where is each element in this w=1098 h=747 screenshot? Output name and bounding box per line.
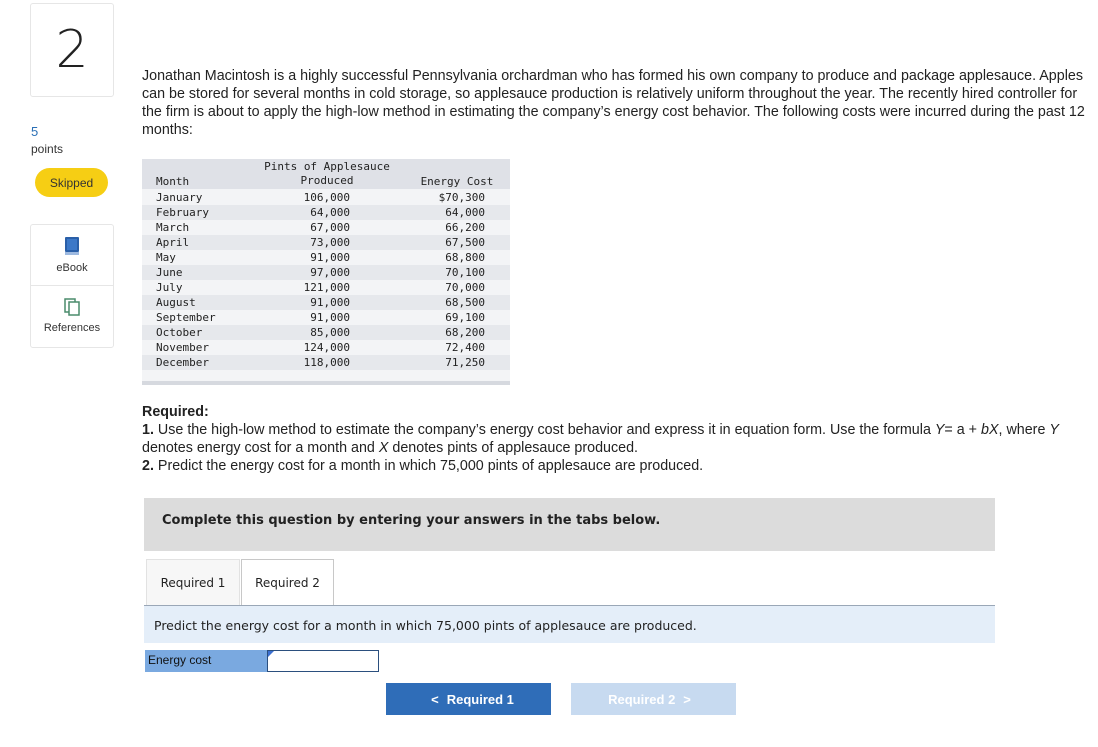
cell-month: January bbox=[156, 191, 203, 204]
cell-energy: 70,100 bbox=[445, 266, 485, 279]
next-required-button[interactable] bbox=[571, 683, 736, 715]
references-link[interactable]: References bbox=[43, 322, 101, 334]
cell-energy: 69,100 bbox=[445, 311, 485, 324]
chevron-right-icon: > bbox=[683, 691, 691, 707]
item1-number: 1. bbox=[142, 422, 154, 438]
cell-month: December bbox=[156, 356, 209, 369]
cell-month: October bbox=[156, 326, 203, 339]
status-badge: Skipped bbox=[35, 168, 108, 197]
tab-required-2[interactable]: Required 2 bbox=[241, 559, 334, 605]
table-row bbox=[142, 220, 510, 235]
item1-text-c: , where bbox=[998, 422, 1046, 438]
item1-formula-a: Y bbox=[934, 422, 945, 438]
cell-energy: 64,000 bbox=[445, 206, 485, 219]
prompt-bar bbox=[144, 606, 995, 643]
cell-energy: 68,200 bbox=[445, 326, 485, 339]
header-pints bbox=[252, 160, 402, 188]
required-heading: Required: bbox=[142, 404, 209, 420]
input-flag-icon bbox=[268, 651, 274, 657]
header-pints-line1: Pints of Applesauce bbox=[264, 160, 390, 173]
question-intro: Jonathan Macintosh is a highly successful Pennsylvania orchardman who has formed his own company to produce and package applesauce. Apples can be stored for several months in cold storage, so applesauce production is relatively uniform throughout the year. The recently hired controller for the firm is about to apply the high-low method in estimating the company’s energy cost behavior. The following costs were incurred during the past 12 months: bbox=[142, 68, 1085, 138]
energy-cost-label: Energy cost bbox=[145, 650, 267, 672]
instructions-bar bbox=[144, 498, 995, 551]
item1-text-a: Use the high-low method to estimate the company’s energy cost behavior and express it in equation form. Use the formula bbox=[157, 422, 931, 438]
cell-pints: 97,000 bbox=[310, 266, 350, 279]
next-button-label: Required 2 bbox=[608, 691, 676, 707]
table-row bbox=[142, 310, 510, 325]
instructions-text: Complete this question by entering your answers in the tabs below. bbox=[162, 513, 661, 528]
header-pints-line2: Produced bbox=[300, 174, 354, 187]
cell-month: July bbox=[156, 281, 183, 294]
cell-month: April bbox=[156, 236, 190, 249]
prev-button-label: Required 1 bbox=[446, 691, 514, 707]
required-section bbox=[142, 403, 1072, 475]
chevron-left-icon: < bbox=[431, 691, 439, 707]
table-row bbox=[142, 265, 510, 280]
item2-text: Predict the energy cost for a month in which 75,000 pints of applesauce are produced. bbox=[157, 458, 704, 474]
cell-energy: $70,300 bbox=[438, 191, 485, 204]
cell-month: March bbox=[156, 221, 190, 234]
cell-energy: 67,500 bbox=[445, 236, 485, 249]
cell-energy: 66,200 bbox=[445, 221, 485, 234]
tab-required-1[interactable]: Required 1 bbox=[146, 559, 240, 605]
cell-pints: 64,000 bbox=[310, 206, 350, 219]
table-row bbox=[142, 235, 510, 250]
references-icon[interactable] bbox=[64, 298, 80, 316]
cell-month: May bbox=[156, 251, 176, 264]
question-number: 2 bbox=[55, 20, 89, 80]
prev-required-button[interactable] bbox=[386, 683, 551, 715]
cell-pints: 118,000 bbox=[303, 356, 350, 369]
prompt-text: Predict the energy cost for a month in which 75,000 pints of applesauce are produced. bbox=[154, 618, 697, 633]
table-row bbox=[142, 355, 510, 370]
cell-month: June bbox=[156, 266, 183, 279]
points-value: 5 bbox=[31, 124, 39, 139]
cell-energy: 70,000 bbox=[445, 281, 485, 294]
ebook-link[interactable]: eBook bbox=[56, 262, 88, 274]
cell-pints: 106,000 bbox=[303, 191, 350, 204]
cell-pints: 91,000 bbox=[310, 296, 350, 309]
header-month: Month bbox=[156, 175, 190, 188]
item1-text-b: = a + bbox=[944, 422, 978, 438]
cell-month: February bbox=[156, 206, 209, 219]
item1-formula-b: bX bbox=[981, 422, 999, 438]
required-item-1 bbox=[142, 421, 1072, 457]
required-item-2 bbox=[142, 457, 1072, 475]
item1-text-d: denotes energy cost for a month and bbox=[142, 440, 375, 456]
table-row bbox=[142, 340, 510, 355]
item2-number: 2. bbox=[142, 458, 154, 474]
item1-formula-c: Y bbox=[1049, 422, 1059, 438]
question-number-box bbox=[30, 3, 114, 97]
cell-energy: 72,400 bbox=[445, 341, 485, 354]
table-row bbox=[142, 325, 510, 340]
energy-cost-input[interactable] bbox=[267, 650, 379, 672]
cell-pints: 91,000 bbox=[310, 251, 350, 264]
cell-energy: 71,250 bbox=[445, 356, 485, 369]
table-row bbox=[142, 250, 510, 265]
item1-formula-d: X bbox=[378, 440, 389, 456]
cell-month: November bbox=[156, 341, 209, 354]
table-row bbox=[142, 280, 510, 295]
table-row bbox=[142, 295, 510, 310]
cell-energy: 68,800 bbox=[445, 251, 485, 264]
header-energy: Energy Cost bbox=[420, 175, 494, 188]
cell-pints: 121,000 bbox=[303, 281, 350, 294]
cell-pints: 67,000 bbox=[310, 221, 350, 234]
table-row bbox=[142, 190, 510, 205]
cell-energy: 68,500 bbox=[445, 296, 485, 309]
cell-pints: 73,000 bbox=[310, 236, 350, 249]
cell-month: August bbox=[156, 296, 196, 309]
cell-pints: 85,000 bbox=[310, 326, 350, 339]
cost-table bbox=[142, 159, 510, 385]
side-tools bbox=[30, 224, 114, 348]
tools-divider bbox=[31, 285, 113, 286]
cell-pints: 91,000 bbox=[310, 311, 350, 324]
book-icon[interactable] bbox=[64, 237, 80, 255]
table-row bbox=[142, 205, 510, 220]
points-label: points bbox=[31, 142, 64, 156]
cell-month: September bbox=[156, 311, 216, 324]
item1-text-e: denotes pints of applesauce produced. bbox=[392, 440, 638, 456]
cell-pints: 124,000 bbox=[303, 341, 350, 354]
